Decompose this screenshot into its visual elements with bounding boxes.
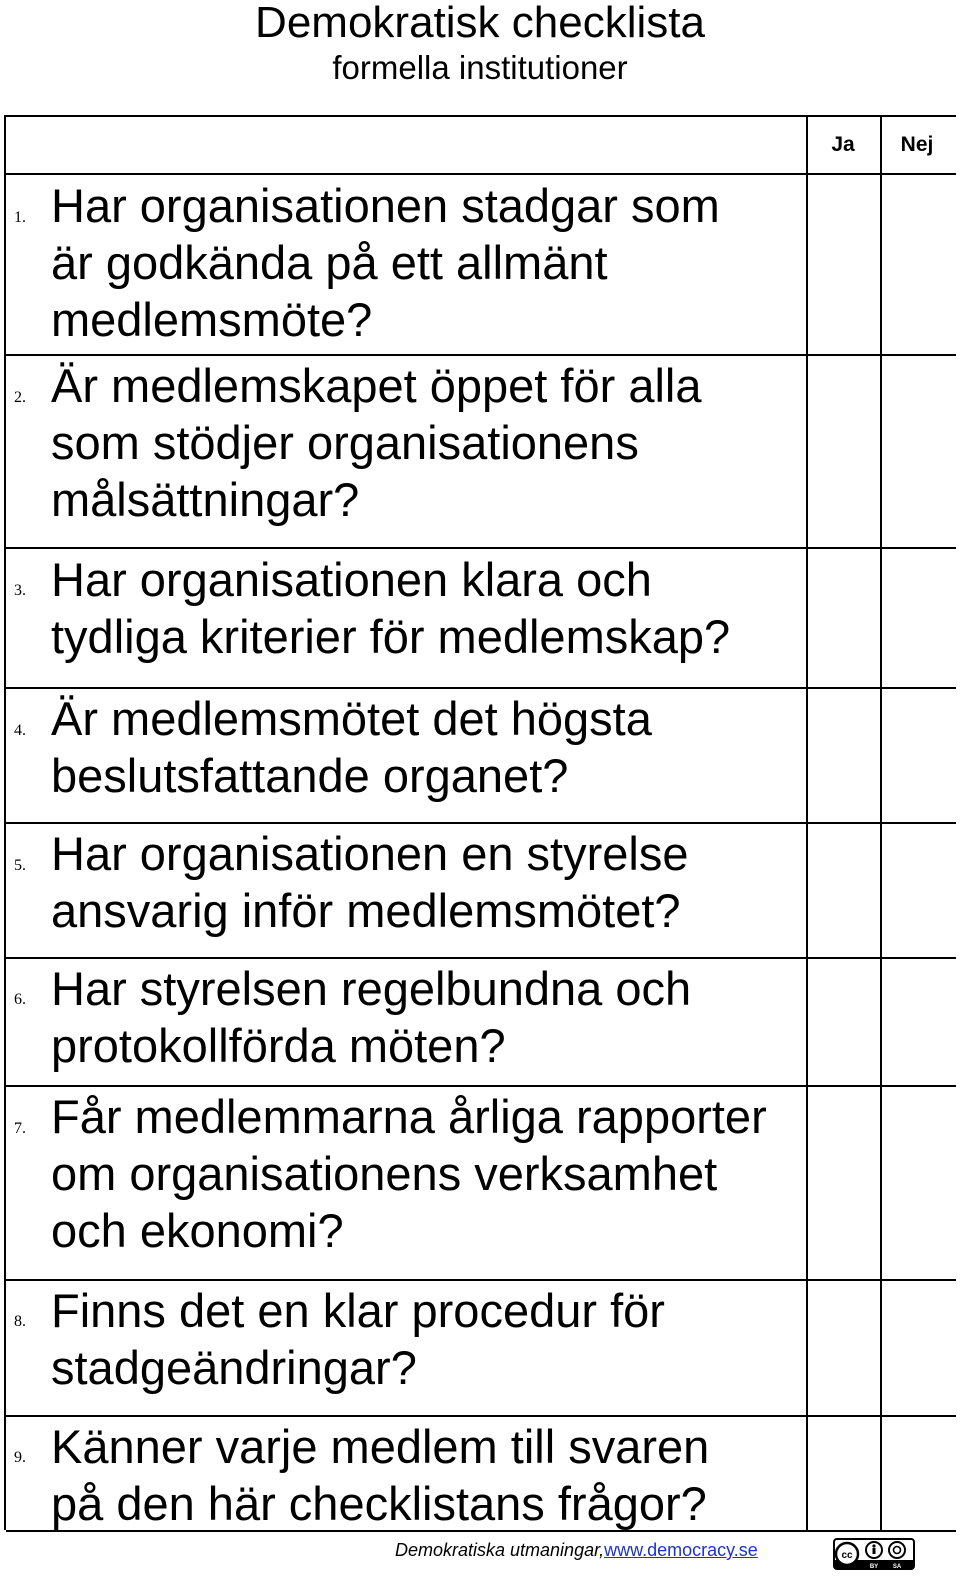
footer-source: Demokratiska utmaningar,	[395, 1540, 605, 1560]
column-header-no: Nej	[900, 133, 934, 156]
svg-text:BY: BY	[869, 1564, 879, 1570]
question-text: Har styrelsen regelbundna och protokollförda möten?	[51, 962, 692, 1072]
question-text: Finns det en klar procedur för stadgeändringar?	[51, 1284, 665, 1394]
question-text: Får medlemmarna årliga rapporter om organisationens verksamhet och ekonomi?	[51, 1090, 767, 1257]
row-divider	[6, 687, 956, 689]
question-number: 7.	[14, 1120, 26, 1137]
row-divider	[6, 1279, 956, 1281]
footer-credit	[395, 1540, 758, 1561]
question-number: 3.	[14, 582, 26, 599]
footer-url-link[interactable]: www.democracy.se	[604, 1540, 758, 1560]
cc-by-sa-icon	[833, 1538, 915, 1570]
svg-text:SA: SA	[892, 1564, 902, 1570]
question-text: Är medlemskapet öppet för alla som stödjer organisationens målsättningar?	[51, 359, 702, 526]
checklist-table	[4, 115, 956, 1530]
question-number: 2.	[14, 389, 26, 406]
question-text: Har organisationen klara och tydliga kriterier för medlemskap?	[51, 553, 731, 663]
row-divider	[6, 822, 956, 824]
question-number: 5.	[14, 857, 26, 874]
question-text: Känner varje medlem till svaren på den här checklistans frågor?	[51, 1420, 710, 1530]
page-subtitle: formella institutioner	[332, 49, 628, 86]
question-number: 1.	[14, 209, 26, 226]
row-divider	[6, 173, 956, 175]
column-header-yes: Ja	[831, 133, 855, 156]
question-number: 8.	[14, 1313, 26, 1330]
question-text: Har organisationen stadgar som är godkända på ett allmänt medlemsmöte?	[51, 179, 720, 346]
row-divider	[6, 354, 956, 356]
question-text: Har organisationen en styrelse ansvarig inför medlemsmötet?	[51, 827, 689, 937]
page-title: Demokratisk checklista	[255, 0, 705, 47]
row-divider	[6, 957, 956, 959]
row-divider	[6, 547, 956, 549]
question-text: Är medlemsmötet det högsta beslutsfattande organet?	[51, 692, 652, 802]
row-divider	[6, 1415, 956, 1417]
question-number: 4.	[14, 722, 26, 739]
svg-text:cc: cc	[841, 1550, 853, 1561]
question-number: 6.	[14, 991, 26, 1008]
row-divider	[6, 1085, 956, 1087]
question-number: 9.	[14, 1449, 26, 1466]
